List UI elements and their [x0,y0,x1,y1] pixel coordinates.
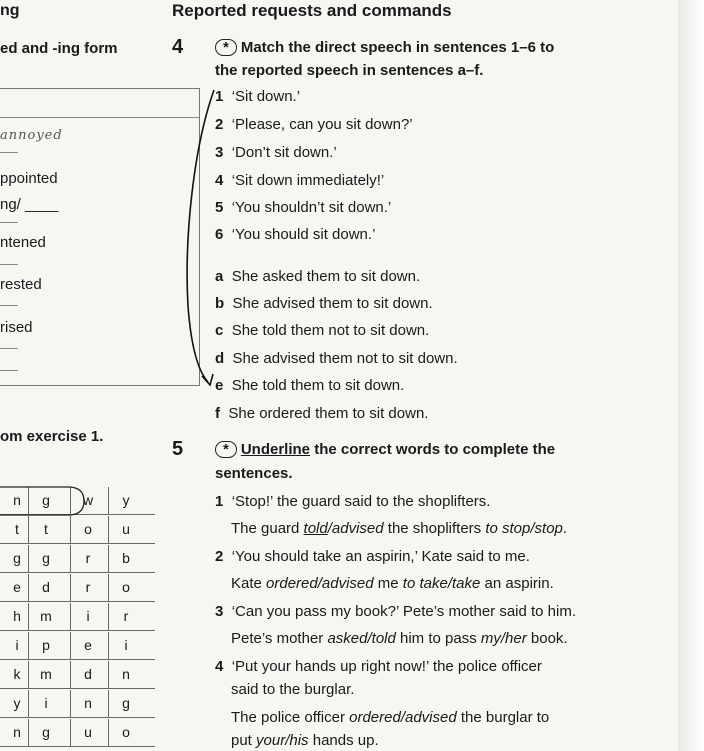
blank-line [0,264,18,265]
grid-letter[interactable]: o [108,574,143,601]
exercise-number: 4 [172,36,184,58]
exercise-number: 5 [172,438,184,460]
word-item: ng/ ____ [0,196,59,213]
word-item: rested [0,276,42,293]
grid-letter[interactable]: r [70,574,105,601]
grid-letter[interactable]: i [15,637,19,653]
matching-arrow [180,86,220,398]
choice-words[interactable]: your/his [256,732,309,749]
ex5-instruction-2: sentences. [215,465,293,482]
grid-row [0,719,155,747]
page-edge [678,0,704,751]
word-item: rised [0,319,33,336]
grid-letter[interactable]: n [13,724,21,740]
grid-letter[interactable]: m [28,603,63,630]
ex5-answer: The police officer ordered/advised the burglar to [231,709,550,726]
ex5-item: 4 ‘Put your hands up right now!’ the police officer [215,658,542,675]
grid-letter[interactable]: i [28,690,63,717]
blank-line [0,152,18,153]
grid-letter[interactable]: n [108,661,143,688]
handwritten-answer: annoyed [0,128,63,143]
ex5-item: 1 ‘Stop!’ the guard said to the shoplifters. [215,493,491,510]
grid-letter[interactable]: b [108,545,143,572]
grid-letter[interactable]: u [70,719,105,746]
choice-words[interactable]: to take/take [402,575,481,592]
box-divider [0,117,199,118]
word-item: ppointed [0,170,58,187]
grid-letter[interactable]: e [70,632,105,659]
grid-letter[interactable]: r [108,603,143,630]
star-icon: * [215,441,237,458]
grid-row [0,574,155,602]
star-icon: * [215,39,237,56]
grid-letter[interactable]: n [70,690,105,717]
grid-letter[interactable]: m [28,661,63,688]
left-heading: ed and -ing form [0,40,118,57]
direct-speech-item: 5 ‘You shouldn’t sit down.’ [215,199,392,216]
grid-letter[interactable]: p [28,632,63,659]
grid-letter[interactable]: h [13,608,21,624]
underlined-answer[interactable]: told [303,520,328,537]
blank-line [0,348,18,349]
reported-speech-item: a She asked them to sit down. [215,268,421,285]
blank-line [0,305,18,306]
direct-speech-item: 3 ‘Don’t sit down.’ [215,144,337,161]
ex5-answer: Kate ordered/advised me to take/take an aspirin. [231,575,554,592]
grid-row [0,690,155,718]
blank-line [0,370,18,371]
grid-letter[interactable]: d [28,574,63,601]
reported-speech-item: b She advised them to sit down. [215,295,433,312]
grid-circle [0,484,90,518]
ex4-instruction: * Match the direct speech in sentences 1–6 to [215,39,554,56]
grid-letter[interactable]: u [108,516,143,543]
grid-letter[interactable]: r [70,545,105,572]
reported-speech-item: c She told them not to sit down. [215,322,430,339]
grid-row [0,603,155,631]
direct-speech-item: 1 ‘Sit down.’ [215,88,301,105]
grid-row [0,661,155,689]
grid-letter[interactable]: k [13,666,21,682]
grid-letter[interactable]: o [70,516,105,543]
page-title: Reported requests and commands [172,1,452,20]
ex4-instruction-2: the reported speech in sentences a–f. [215,62,484,79]
grid-letter[interactable]: n [13,492,21,508]
grid-letter[interactable]: y [13,695,21,711]
grid-letter[interactable]: i [108,632,143,659]
grid-letter[interactable]: o [108,719,143,746]
choice-words[interactable]: ordered/advised [266,575,374,592]
grid-row [0,632,155,660]
grid-letter[interactable]: g [13,550,21,566]
direct-speech-item: 4 ‘Sit down immediately!’ [215,172,385,189]
reported-speech-item: d She advised them not to sit down. [215,350,458,367]
grid-letter[interactable]: t [15,521,19,537]
ex5-instruction: * Underline the correct words to complete the [215,441,555,458]
grid-letter[interactable]: w [70,487,105,514]
direct-speech-item: 2 ‘Please, can you sit down?’ [215,116,413,133]
blank-line [0,222,18,223]
ex5-item: 3 ‘Can you pass my book?’ Pete’s mother said to him. [215,603,577,620]
grid-row [0,545,155,573]
ex5-item-cont: said to the burglar. [231,681,355,698]
header-fragment: ng [0,2,20,19]
grid-letter[interactable]: i [70,603,105,630]
direct-speech-item: 6 ‘You should sit down.’ [215,226,376,243]
grid-row [0,516,155,544]
grid-letter[interactable]: e [13,579,21,595]
ex5-item: 2 ‘You should take an aspirin,’ Kate said to me. [215,548,530,565]
choice-words[interactable]: my/her [480,630,527,647]
ex5-answer: Pete’s mother asked/told him to pass my/her book. [231,630,568,647]
ex5-answer-cont: put your/his hands up. [231,732,379,749]
from-exercise: om exercise 1. [0,428,104,445]
choice-words[interactable]: ordered/advised [349,709,457,726]
word-item: ntened [0,234,46,251]
reported-speech-item: f She ordered them to sit down. [215,405,429,422]
grid-letter[interactable]: d [70,661,105,688]
grid-letter[interactable]: g [28,545,63,572]
grid-letter[interactable]: g [108,690,143,717]
grid-letter[interactable]: g [28,719,63,746]
ex5-answer: The guard told/advised the shoplifters to stop/stop. [231,520,568,537]
grid-letter[interactable]: t [28,516,63,543]
reported-speech-item: e She told them to sit down. [215,377,405,394]
grid-letter[interactable]: g [28,487,63,514]
choice-words[interactable]: asked/told [327,630,396,647]
grid-letter[interactable]: y [108,487,143,514]
